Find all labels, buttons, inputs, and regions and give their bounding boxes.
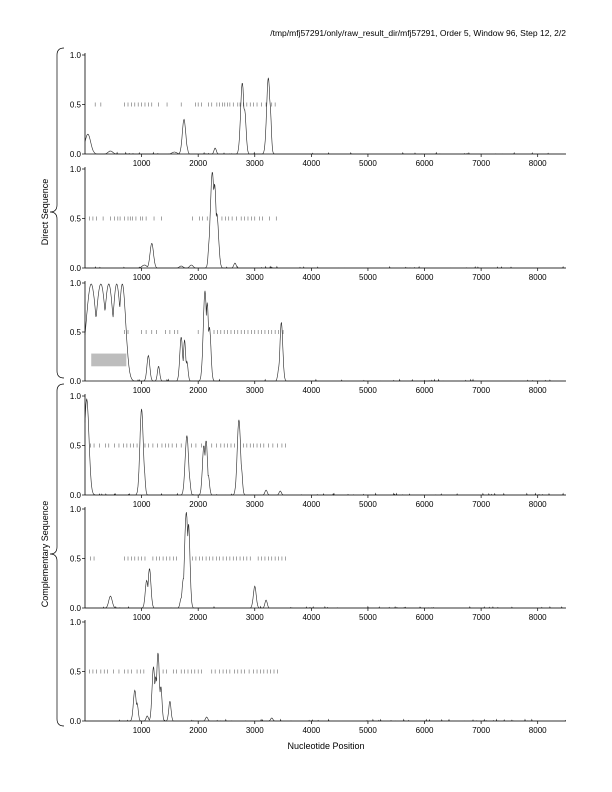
y-tick-label: 0.0: [69, 264, 81, 273]
y-tick-label: 0.5: [69, 667, 81, 677]
signal-line: [85, 172, 566, 268]
x-tick-label: 5000: [359, 500, 377, 509]
x-tick-label: 5000: [359, 159, 377, 168]
x-tick-label: 8000: [528, 273, 547, 282]
x-tick-label: 6000: [415, 159, 434, 168]
x-tick-label: 7000: [472, 159, 491, 168]
x-tick-label: 7000: [472, 273, 491, 282]
y-tick-label: 0.0: [69, 717, 81, 726]
x-tick-label: 4000: [302, 726, 321, 735]
group-label-direct: Direct Sequence: [40, 178, 50, 246]
y-tick-label: 0.0: [69, 377, 81, 386]
y-tick-label: 1.0: [69, 51, 81, 60]
y-tick-label: 1.0: [69, 505, 81, 514]
x-tick-label: 1000: [132, 159, 151, 168]
x-tick-label: 2000: [189, 613, 208, 622]
header-title: /tmp/mfj57291/only/raw_result_dir/mfj57291, Order 5, Window 96, Step 12, 2/2: [270, 28, 566, 38]
x-tick-label: 5000: [359, 726, 377, 735]
x-tick-label: 6000: [415, 273, 434, 282]
x-tick-label: 4000: [302, 159, 321, 168]
x-tick-label: 8000: [528, 726, 547, 735]
brace-complementary-shape: [50, 384, 64, 726]
x-tick-label: 8000: [528, 613, 547, 622]
panel-6: [70, 618, 566, 735]
x-tick-label: 8000: [528, 500, 547, 509]
x-tick-label: 7000: [472, 500, 491, 509]
signal-line: [85, 399, 566, 495]
x-tick-label: 2000: [189, 159, 208, 168]
x-tick-label: 8000: [528, 386, 547, 395]
x-tick-label: 1000: [132, 273, 151, 282]
x-tick-label: 3000: [245, 726, 264, 735]
group-brace-complementary: [40, 384, 64, 726]
panel-2: [70, 165, 566, 282]
brace-direct-shape: [50, 48, 64, 378]
signal-line: [85, 512, 566, 608]
x-tick-label: 8000: [528, 159, 547, 168]
y-tick-label: 0.0: [69, 150, 81, 159]
panel-3: [70, 279, 566, 395]
y-tick-label: 1.0: [69, 165, 81, 174]
x-tick-label: 2000: [189, 726, 208, 735]
x-tick-label: 5000: [359, 273, 377, 282]
x-tick-label: 5000: [359, 386, 377, 395]
x-tick-label: 1000: [132, 613, 151, 622]
x-tick-label: 1000: [132, 500, 151, 509]
y-tick-label: 1.0: [69, 279, 81, 288]
x-tick-label: 1000: [132, 726, 151, 735]
x-tick-label: 3000: [245, 500, 264, 509]
x-tick-label: 5000: [359, 613, 377, 622]
signal-line: [85, 284, 566, 381]
x-tick-label: 1000: [132, 386, 151, 395]
x-tick-label: 3000: [245, 273, 264, 282]
panel-5: [70, 505, 566, 622]
signal-line: [85, 78, 566, 154]
x-tick-label: 2000: [189, 386, 208, 395]
y-tick-label: 0.5: [69, 100, 81, 110]
x-tick-label: 6000: [415, 613, 434, 622]
x-tick-label: 4000: [302, 386, 321, 395]
x-axis-label: Nucleotide Position: [287, 741, 365, 751]
y-tick-label: 0.0: [69, 491, 81, 500]
x-tick-label: 3000: [245, 386, 264, 395]
x-tick-label: 7000: [472, 386, 491, 395]
x-tick-label: 2000: [189, 273, 208, 282]
y-tick-label: 0.5: [69, 441, 81, 451]
y-tick-label: 1.0: [69, 392, 81, 401]
x-tick-label: 6000: [415, 726, 434, 735]
group-label-complementary: Complementary Sequence: [40, 500, 50, 608]
x-tick-label: 6000: [415, 500, 434, 509]
x-tick-label: 2000: [189, 500, 208, 509]
x-tick-label: 7000: [472, 726, 491, 735]
y-tick-label: 0.5: [69, 328, 81, 337]
y-tick-label: 1.0: [69, 618, 81, 627]
x-tick-label: 4000: [302, 613, 321, 622]
x-tick-label: 3000: [245, 159, 264, 168]
x-tick-label: 4000: [302, 500, 321, 509]
signal-line: [85, 653, 566, 721]
x-tick-label: 3000: [245, 613, 264, 622]
panel-1: [70, 51, 566, 168]
y-tick-label: 0.5: [69, 554, 81, 564]
highlight-region: [91, 354, 126, 367]
y-tick-label: 0.5: [69, 214, 81, 224]
x-tick-label: 6000: [415, 386, 434, 395]
x-tick-label: 4000: [302, 273, 321, 282]
x-tick-label: 7000: [472, 613, 491, 622]
panel-4: [70, 392, 566, 509]
group-brace-direct: [40, 48, 64, 378]
panels: [70, 51, 566, 735]
y-tick-label: 0.0: [69, 604, 81, 613]
